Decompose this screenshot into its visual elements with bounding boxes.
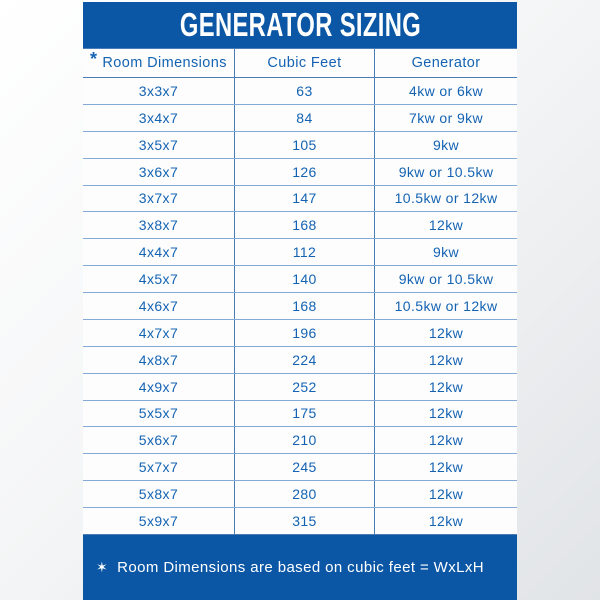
footnote-asterisk: * (90, 48, 98, 69)
cell-room-dimensions: 4x5x7 (83, 266, 235, 292)
cell-room-dimensions: 4x9x7 (83, 374, 235, 400)
sizing-table (83, 48, 517, 535)
cell-generator: 9kw or 10.5kw (398, 163, 494, 180)
cell-cubic-feet: 147 (235, 186, 375, 212)
cell-cubic-feet: 245 (235, 454, 375, 480)
cell-generator: 12kw (428, 432, 464, 449)
poster-title: GENERATOR SIZING (179, 5, 421, 44)
star-icon: ✶ (96, 559, 109, 575)
cell-room-dimensions: 4x6x7 (83, 293, 235, 319)
cell-room-dimensions: 3x4x7 (83, 105, 235, 131)
header-label-cubic-feet: Cubic Feet (267, 55, 342, 71)
table-row (83, 347, 517, 374)
cell-cubic-feet: 175 (235, 401, 375, 427)
cell-room-dimensions: 3x3x7 (83, 78, 235, 104)
cell-generator: 9kw (432, 244, 460, 261)
table-row (83, 266, 517, 293)
header-label-generator: Generator (411, 55, 481, 71)
cell-cubic-feet: 168 (235, 212, 375, 238)
cell-generator: 4kw or 6kw (409, 82, 484, 99)
cell-cubic-feet: 252 (235, 374, 375, 400)
cell-generator: 10.5kw or 12kw (394, 297, 498, 314)
table-row (83, 320, 517, 347)
cell-room-dimensions: 3x7x7 (83, 186, 235, 212)
cell-generator: 12kw (428, 405, 464, 422)
cell-room-dimensions: 5x5x7 (83, 401, 235, 427)
cell-cubic-feet: 210 (235, 427, 375, 453)
cell-generator: 12kw (428, 512, 464, 529)
header-cell-cubic-feet (235, 49, 375, 77)
footnote-banner (83, 535, 517, 600)
cell-cubic-feet: 126 (235, 159, 375, 185)
table-row (83, 427, 517, 454)
cell-room-dimensions: 5x8x7 (83, 481, 235, 507)
table-row (83, 132, 517, 159)
table-row (83, 374, 517, 401)
cell-cubic-feet: 63 (235, 78, 375, 104)
table-row (83, 212, 517, 239)
cell-cubic-feet: 315 (235, 508, 375, 534)
cell-room-dimensions: 3x5x7 (83, 132, 235, 158)
table-row (83, 105, 517, 132)
cell-generator: 12kw (428, 459, 464, 476)
cell-cubic-feet: 112 (235, 239, 375, 265)
cell-room-dimensions: 4x8x7 (83, 347, 235, 373)
header-cell-room-dimensions (83, 49, 235, 77)
cell-cubic-feet: 196 (235, 320, 375, 346)
cell-generator: 12kw (428, 378, 464, 395)
cell-room-dimensions: 3x8x7 (83, 212, 235, 238)
table-row (83, 508, 517, 534)
title-banner (83, 2, 517, 48)
cell-cubic-feet: 140 (235, 266, 375, 292)
generator-sizing-panel (83, 2, 517, 600)
cell-room-dimensions: 4x7x7 (83, 320, 235, 346)
cell-generator: 12kw (428, 217, 464, 234)
table-row (83, 293, 517, 320)
table-row (83, 186, 517, 213)
cell-cubic-feet: 168 (235, 293, 375, 319)
header-cell-generator (375, 49, 517, 77)
cell-room-dimensions: 5x6x7 (83, 427, 235, 453)
table-row (83, 239, 517, 266)
table-header-row (83, 49, 517, 78)
cell-cubic-feet: 224 (235, 347, 375, 373)
table-row (83, 159, 517, 186)
header-label-room-dimensions: Room Dimensions (102, 55, 227, 71)
cell-generator: 12kw (428, 351, 464, 368)
cell-room-dimensions: 4x4x7 (83, 239, 235, 265)
table-row (83, 481, 517, 508)
table-row (83, 78, 517, 105)
cell-generator: 9kw or 10.5kw (398, 271, 494, 288)
cell-generator: 12kw (428, 486, 464, 503)
cell-cubic-feet: 84 (235, 105, 375, 131)
table-row (83, 454, 517, 481)
cell-generator: 10.5kw or 12kw (394, 190, 498, 207)
footnote-text: Room Dimensions are based on cubic feet = WxLxH (117, 559, 485, 576)
cell-generator: 9kw (432, 136, 460, 153)
cell-generator: 7kw or 9kw (409, 109, 484, 126)
cell-generator: 12kw (428, 324, 464, 341)
cell-room-dimensions: 5x7x7 (83, 454, 235, 480)
cell-cubic-feet: 280 (235, 481, 375, 507)
cell-cubic-feet: 105 (235, 132, 375, 158)
cell-room-dimensions: 3x6x7 (83, 159, 235, 185)
cell-room-dimensions: 5x9x7 (83, 508, 235, 534)
table-row (83, 401, 517, 428)
